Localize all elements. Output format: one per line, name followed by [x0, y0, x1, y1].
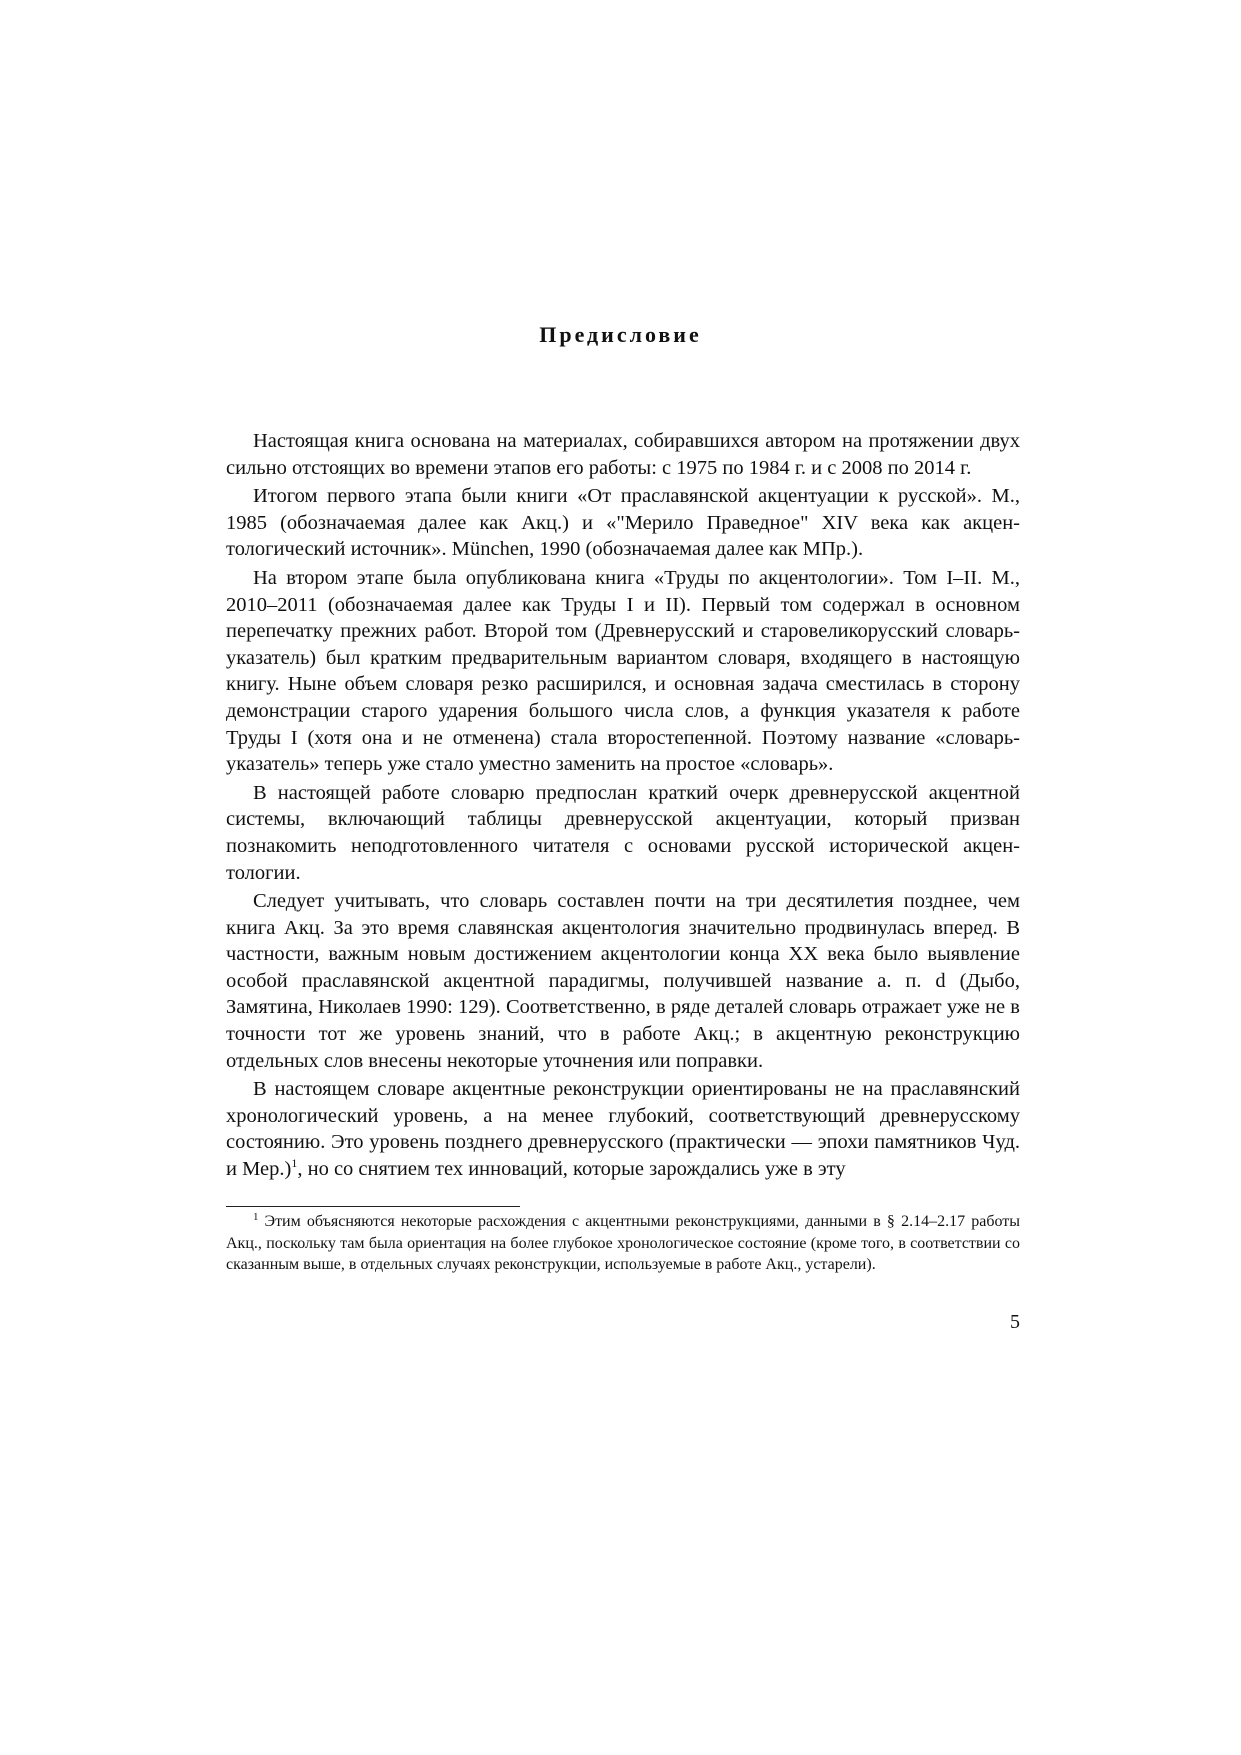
footnote-separator: [226, 1206, 520, 1207]
paragraph-3: На втором этапе была опубликована книга «Труды по акцентологии». Том I–II. М., 2010–2011 (обозначаемая далее как Труды I и II). Первый том содержал в основном перепечатку прежних работ. Второй том (Древнерусский и старовеликорусский словарь-указатель) был кратким предварительным вариантом словаря, входящего в настоящую книгу. Ныне объем словаря резко расширился, и основная задача сместилась в сторону демонстрации старого ударения большого числа слов, а функция указателя к работе Труды I (хотя она и не отменена) стала второстепенной. Поэтому название «словарь-указатель» теперь уже стало уместно заменить на простое «словарь».: [226, 566, 1020, 776]
page-number: 5: [1010, 1311, 1020, 1333]
paragraph-6-text: В настоящем словаре акцентные реконструкции ориентированы не на праславянский хронологический уровень, а на менее глубокий, соответствующий древнерусскому состоянию. Это уровень позднего древнерусского (практически — эпохи памятников Чуд. и Мер.): [226, 1078, 1020, 1181]
paragraph-6: [226, 1076, 1020, 1182]
paragraph-2: Итогом первого этапа были книги «От праславянской акцентуации к русской». М., 1985 (обозначаемая далее как Акц.) и «"Мерило Праведное" XIV века как акцентологический источник». München, 1990 (обозначаемая далее как МПр.).: [226, 485, 1020, 561]
paragraph-5: Следует учитывать, что словарь составлен почти на три десятилетия позднее, чем книга Акц. За это время славянская акцентология значительно продвинулась вперед. В частности, важным новым достижением акцентологии конца XX века было выявление особой праславянской акцентной парадигмы, получившей название а. п. d (Дыбо, Замятина, Николаев 1990: 129). Соответственно, в ряде деталей словарь отражает уже не в точности тот же уровень знаний, что в работе Акц.; в акцентную реконструкцию отдельных слов внесены некоторые уточнения или поправки.: [226, 890, 1020, 1072]
paragraph-6-continuation: , но со снятием тех инноваций, которые зарождались уже в эту: [297, 1158, 846, 1181]
main-text: [226, 428, 1020, 1185]
paragraph-4: В настоящей работе словарю предпослан краткий очерк древнерусской акцентной системы, включающий таблицы древнерусской акцентуации, который призван познакомить неподготовленного читателя с основами русской исторической акцентологии.: [226, 781, 1020, 884]
paragraph-1: Настоящая книга основана на материалах, собиравшихся автором на протяжении двух сильно отстоящих во времени этапов его работы: с 1975 по 1984 г. и с 2008 по 2014 г.: [226, 430, 1020, 479]
footnote-paragraph: [226, 1211, 1020, 1276]
footnote: [226, 1211, 1020, 1276]
page-title: Предисловие: [539, 322, 702, 347]
footnote-text: Этим объясняются некоторые расхождения с акцентными реконструкциями, данными в § 2.14–2.17 работы Акц., поскольку там была ориентация на более глубокое хронологическое состояние (кроме того, в соответствии со сказанным выше, в отдельных случаях реконструкции, используемые в работе Акц., устарели).: [226, 1213, 1020, 1273]
footnote-mark: 1: [253, 1210, 259, 1223]
footnote-reference[interactable]: 1: [291, 1156, 298, 1171]
